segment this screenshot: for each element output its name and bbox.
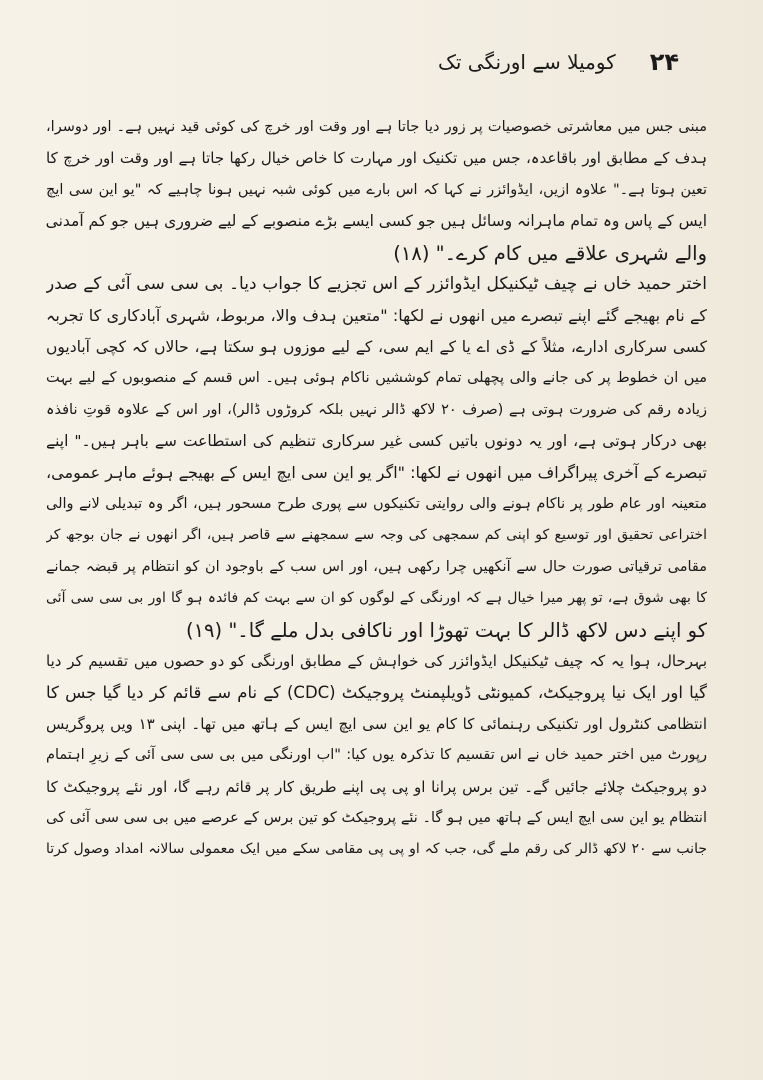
text-line: گیا اور ایک نیا پروجیکٹ، کمیونٹی ڈویلپمنٹ پروجیکٹ (CDC) کے نام سے قائم کر دیا گیا جس کا (46, 683, 707, 703)
page-header (80, 42, 679, 82)
text-line: مبنی جس میں معاشرتی خصوصیات پر زور دیا جاتا ہے اور وقت اور خرچ کی کوئی قید نہیں ہے۔ اور دوسرا، (46, 119, 707, 135)
text-line: متعینہ اور عام طور پر ناکام ہونے والی روایتی تکنیکوں سے پوری طرح مسحور ہیں، اگر وہ تبدیلی لانے والی (46, 495, 707, 512)
text-line: انتظامی کنٹرول اور تکنیکی رہنمائی کا کام یو این سی ایچ ایس کے ہاتھ میں تھا۔ اپنی ۱۳ ویں پروگریس (46, 714, 707, 733)
text-line: بہرحال، ہوا یہ کہ چیف ٹیکنیکل ایڈوائزر کی خواہش کے مطابق اورنگی کو دو حصوں میں تقسیم کر دیا (46, 651, 707, 670)
text-line: کے نام بھیجے گئے اپنے تبصرے میں انھوں نے لکھا: "متعین ہدف والا، مربوط، شہری آبادکاری کا تجربہ (46, 306, 707, 326)
text-line: بھی درکار ہوتی ہے، اور یہ دونوں باتیں کسی غیر سرکاری تنظیم کی استطاعت سے باہر ہیں۔" اپنے (46, 432, 707, 451)
text-line: ایس کے پاس وہ تمام ماہرانہ وسائل ہیں جو کسی ایسے بڑے منصوبے کے لیے ضروری ہیں جو کم آمدنی (46, 212, 707, 231)
text-line: اختراعی تحقیق اور توسیع کو اپنی کم سمجھی کی وجہ سے سمجھنے سے قاصر ہیں، اگر انھوں نے جان بوجھ کر (46, 527, 707, 544)
running-title: کومیلا سے اورنگی تک (437, 50, 616, 74)
text-line: زیادہ رقم کی ضرورت ہوتی ہے (صرف ۲۰ لاکھ ڈالر نہیں بلکہ کروڑوں ڈالر)، اور اس کے علاوہ قوتِ نافذہ (46, 401, 707, 418)
text-line: ہدف کے مطابق اور باقاعدہ، جس میں تکنیک اور مہارت کا خاص خیال رکھا جاتا ہے اور وقت اور خرچ کا (46, 149, 707, 168)
text-line: جانب سے ۲۰ لاکھ ڈالر کی رقم ملے گی، جب کہ او پی پی مقامی سکے میں ایک معمولی سالانہ امداد وصول کرتا (46, 841, 707, 858)
page-number: ۲۴ (649, 48, 679, 76)
text-line: کا بھی شوق ہے، تو پھر میرا خیال ہے کہ اورنگی کے لوگوں کو ان سے بہت کم فائدہ ہو گا اور بی سی سی آئی (46, 590, 707, 607)
text-line: تبصرے کے آخری پیراگراف میں انھوں نے لکھا: "اگر یو این سی ایچ ایس کے بھیجے ہوئے ماہر عمومی، (46, 463, 707, 483)
text-line: انتظام یو این سی ایچ ایس کے ہاتھ میں ہو گا۔ نئے پروجیکٹ کو تین برس کے عرصے میں بی سی سی آئی کی (46, 809, 707, 826)
text-line: کو اپنے دس لاکھ ڈالر کا بہت تھوڑا اور ناکافی بدل ملے گا۔" (۱۹) (185, 618, 707, 642)
text-line: اختر حمید خاں نے چیف ٹیکنیکل ایڈوائزر کے اس تجزیے کا جواب دیا۔ بی سی سی آئی کے صدر (46, 274, 707, 295)
text-line: دو پروجیکٹ چلائے جائیں گے۔ تین برس پرانا او پی پی اپنے طریق کار پر قائم رہے گا، اور نئے پروجیکٹ کا (46, 777, 707, 796)
text-line: مقامی ترقیاتی صورت حال سے آنکھیں چرا رکھی ہیں، اور اس سب کے باوجود ان کو انتظام پر قبضہ جمانے (46, 558, 707, 575)
body-text (46, 112, 707, 866)
text-line: رپورٹ میں اختر حمید خاں نے اس تقسیم کا تذکرہ یوں کیا: "اب اورنگی میں بی سی سی آئی کے زیرِ اہتمام (46, 747, 707, 764)
text-line: میں ان خطوط پر کی جانے والی پچھلی تمام کوششیں ناکام ہوئی ہیں۔ اس قسم کے منصوبوں کے لیے بہت (46, 370, 707, 387)
text-line: تعین ہوتا ہے۔" علاوہ ازیں، ایڈوائزر نے کہا کہ اس بارے میں کوئی شبہ نہیں ہونا چاہیے کہ "یو این سی ایچ (46, 181, 707, 198)
text-line: والے شہری علاقے میں کام کرے۔" (۱۸) (393, 241, 707, 265)
text-line: کسی سرکاری ادارے، مثلاً کے ڈی اے یا کے ایم سی، کے لیے موزوں ہو سکتا ہے، حالاں کہ کچی آبادیوں (46, 337, 707, 356)
